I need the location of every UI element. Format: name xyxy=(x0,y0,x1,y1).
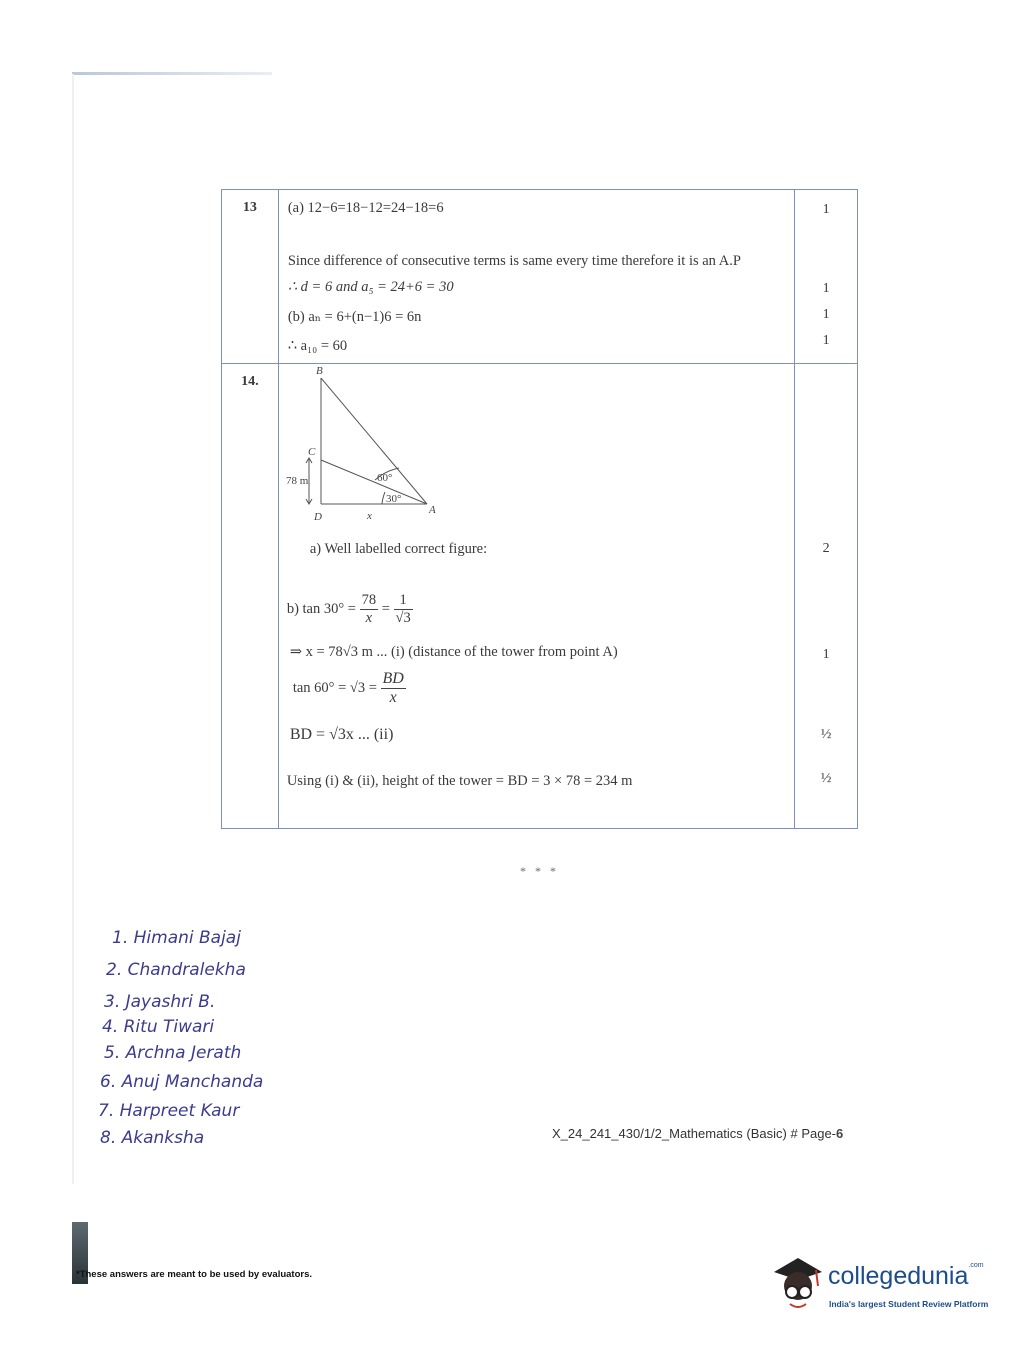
table-row-q13 xyxy=(222,190,858,364)
label-angle-30: 30° xyxy=(385,493,402,505)
fraction-1-root3 xyxy=(394,592,413,627)
q13-solution xyxy=(278,190,794,364)
tan30-prefix: b) tan 30° = xyxy=(286,600,356,617)
brand-name xyxy=(828,1262,984,1291)
mark-value: 1 xyxy=(822,307,830,322)
q14-using-line: Using (i) & (ii), height of the tower = BD = 3 × 78 = 234 m xyxy=(286,773,633,789)
q14-part-b: b) tan 30° = $\frac{78}{x}$ = $\frac{1}{√3}$ xyxy=(286,592,411,626)
brand-tagline: India's largest Student Review Platform xyxy=(829,1299,989,1309)
scan-left-edge xyxy=(72,74,74,1184)
mark-value: 1 xyxy=(822,647,830,662)
marking-scheme-table xyxy=(221,189,858,829)
mark-value: 1 xyxy=(822,202,830,217)
paper-code: X_24_241_430/1/2_Mathematics (Basic) # Page- xyxy=(552,1126,837,1141)
q13-part-a: (a) 12−6=18−12=24−18=6 xyxy=(287,200,444,216)
mark-value: ½ xyxy=(820,771,832,786)
q14-tan60-line xyxy=(293,670,406,707)
mark-value: 1 xyxy=(822,333,830,348)
q13-marks xyxy=(795,190,858,364)
sightline-c xyxy=(321,460,427,504)
label-x: x xyxy=(366,510,372,522)
label-d: D xyxy=(313,511,322,523)
signature-7: 7. Harpreet Kaur xyxy=(98,1101,240,1121)
mark-value: ½ xyxy=(820,727,832,742)
label-a: A xyxy=(428,504,436,516)
question-number: 13 xyxy=(222,190,279,364)
q14-part-a: a) Well labelled correct figure: xyxy=(309,541,488,557)
angle-arc-30 xyxy=(382,492,385,504)
q13-d-line: ∴ d = 6 and a₅ = 24+6 = 30 xyxy=(287,279,454,295)
scan-top-line xyxy=(72,72,272,75)
mark-value: 2 xyxy=(822,541,830,556)
fraction-denominator: x xyxy=(389,689,397,706)
fraction-numerator: 1 xyxy=(394,592,413,610)
mark-value: 1 xyxy=(822,281,830,296)
q14-solution xyxy=(278,364,794,829)
table-row-q14 xyxy=(222,364,858,829)
tower-figure xyxy=(279,364,479,524)
tan60-prefix: tan 60° = √3 = xyxy=(292,679,377,696)
evaluator-note: *These answers are meant to be used by evaluators. xyxy=(76,1269,313,1280)
fraction-78-x xyxy=(360,592,379,627)
collegedunia-mascot-icon xyxy=(768,1250,828,1320)
q13-part-b: (b) aₙ = 6+(n−1)6 = 6n xyxy=(287,309,422,325)
fraction-denominator: √3 xyxy=(395,610,411,626)
signature-6: 6. Anuj Manchanda xyxy=(100,1072,264,1092)
label-height: 78 m xyxy=(285,475,309,487)
signature-5: 5. Archna Jerath xyxy=(104,1043,242,1063)
q14-x-line: ⇒ x = 78√3 m ... (i) (distance of the tower from point A) xyxy=(289,644,618,660)
signature-3: 3. Jayashri B. xyxy=(104,992,216,1012)
signature-1: 1. Himani Bajaj xyxy=(112,928,241,948)
q13-a10-line: ∴ a₁₀ = 60 xyxy=(287,338,348,354)
signature-4: 4. Ritu Tiwari xyxy=(102,1017,215,1037)
q14-bd-line: BD = √3x ... (ii) xyxy=(289,726,394,743)
page-footer-code xyxy=(552,1126,843,1141)
label-angle-60: 60° xyxy=(376,472,393,484)
hypotenuse-line xyxy=(321,378,427,504)
brand-suffix: .com xyxy=(968,1262,984,1269)
label-c: C xyxy=(307,446,316,458)
question-number: 14. xyxy=(222,364,279,829)
fraction-bd-x xyxy=(381,670,406,707)
brand-word: collegedunia xyxy=(828,1262,969,1290)
signature-8: 8. Akanksha xyxy=(100,1128,205,1148)
signature-2: 2. Chandralekha xyxy=(106,960,246,980)
end-stars: * * * xyxy=(520,864,559,878)
fraction-numerator: BD xyxy=(382,670,404,687)
fraction-numerator: 78 xyxy=(361,592,377,608)
label-b: B xyxy=(315,365,323,377)
fraction-denominator: x xyxy=(365,610,373,626)
q14-marks xyxy=(795,364,858,829)
page-number: 6 xyxy=(836,1126,844,1141)
q13-since-line: Since difference of consecutive terms is same every time therefore it is an A.P xyxy=(287,253,741,269)
